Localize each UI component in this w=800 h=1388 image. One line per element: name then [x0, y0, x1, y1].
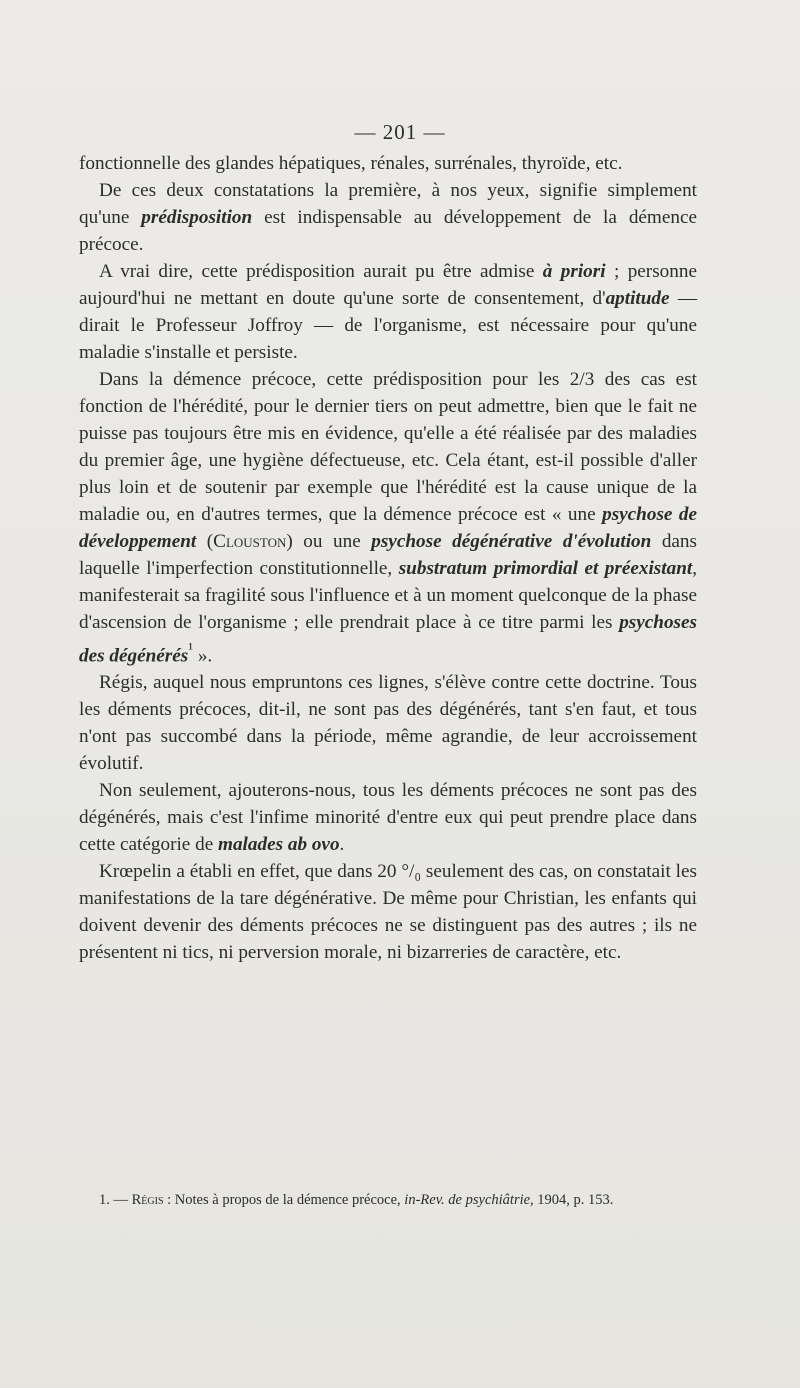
paragraph-5: Régis, auquel nous empruntons ces lignes, s'élève contre cette doctrine. Tous les déments précoces, dit-il, ne sont pas des dégénérés, tant s'en faut, et tous n'ont pas succombé dans la période, même agrandie, de leur accroissement évolutif. [79, 672, 697, 775]
footnote-1: 1. — Régis : Notes à propos de la démence précoce, in-Rev. de psychiâtrie, 1904, p. 153. [99, 1192, 614, 1208]
page-number: — 201 — [354, 120, 446, 144]
body-text [79, 150, 697, 966]
footnote-ref: ¹ [188, 641, 194, 658]
paragraph-4: Dans la démence précoce, cette prédisposition pour les 2/3 des cas est fonction de l'hérédité, pour le dernier tiers on peut admettre, bien que le fait ne puisse pas toujours être mis en évidence, qu'elle a été réalisée par des maladies du premier âge, une hygiène défectueuse, etc. Cela étant, est-il possible d'aller plus loin et de soutenir par exemple que l'hérédité est la cause unique de la maladie ou, en d'autres termes, que la démence précoce est « une psychose de développement (Clouston) ou une psychose dégénérative d'évolution dans laquelle l'imperfection constitutionnelle, substratum primordial et préexistant, manifesterait sa fragilité sous l'influence et à un moment quelconque de la phase d'ascension de l'organisme ; elle prendrait place à ce titre parmi les psychoses des dégénérés$^{^1}$ ». [79, 369, 698, 667]
paragraph-3: A vrai dire, cette prédisposition aurait pu être admise à priori ; personne aujourd'hui ne mettant en doute qu'une sorte de consentement, d'aptitude — dirait le Professeur Joffroy — de l'organisme, est nécessaire pour qu'une maladie s'installe et persiste. [79, 261, 698, 363]
paragraph-7: Krœpelin a établi en effet, que dans 20 °/₀ seulement des cas, on constatait les manifestations de la tare dégénérative. De même pour Christian, les enfants qui doivent devenir des déments précoces ne se distinguent pas des autres ; ils ne présentent ni tics, ni perversion morale, ni bizarreries de caractère, etc. [79, 861, 697, 964]
paragraph-2: De ces deux constatations la première, à nos yeux, signifie simplement qu'une prédisposition est indispensable au développement de la démence précoce. [79, 180, 697, 255]
footnotes [79, 1191, 697, 1209]
paragraph-1: fonctionnelle des glandes hépatiques, rénales, surrénales, thyroïde, etc. [79, 153, 623, 174]
paragraph-6: Non seulement, ajouterons-nous, tous les déments précoces ne sont pas des dégénérés, mais c'est l'infime minorité d'entre eux qui peut prendre place dans cette catégorie de malades ab ovo. [79, 780, 697, 856]
